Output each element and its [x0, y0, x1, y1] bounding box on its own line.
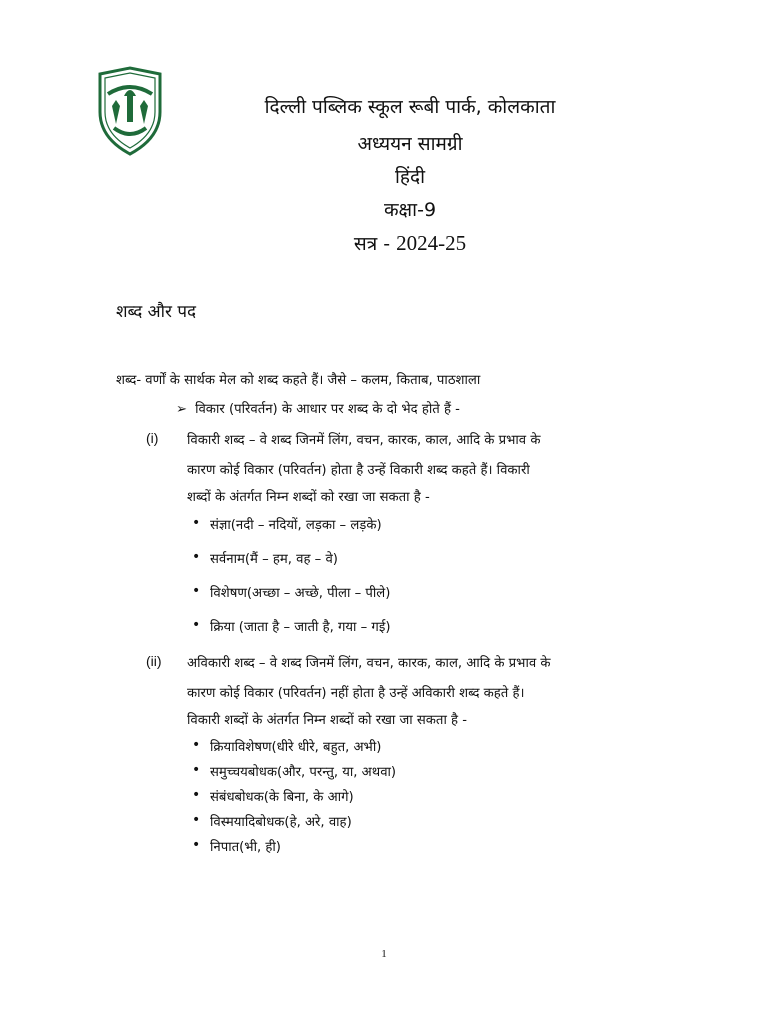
- session-label: सत्र -: [353, 233, 397, 255]
- section-1-line-1: विकारी शब्द – वे शब्द जिनमें लिंग, वचन, कारक, काल, आदि के प्रभाव के: [187, 433, 541, 448]
- list-item: • सर्वनाम(मैं – हम, वह – वे): [210, 549, 338, 567]
- school-name: दिल्ली पब्लिक स्कूल रूबी पार्क, कोलकाता: [264, 96, 556, 118]
- section-2-line-3: विकारी शब्दों के अंतर्गत निम्न शब्दों को रखा जा सकता है -: [187, 713, 467, 728]
- list-item: • विशेषण(अच्छा – अच्छे, पीला – पीले): [210, 583, 390, 601]
- school-crest-logo: [94, 66, 166, 156]
- subject-title: हिंदी: [394, 166, 426, 188]
- list-item: • विस्मयादिबोधक(हे, अरे, वाह): [210, 812, 352, 830]
- section-1-line-3: शब्दों के अंतर्गत निम्न शब्दों को रखा जा सकता है -: [187, 490, 430, 505]
- arrow-bullet-icon: ➢: [176, 402, 188, 417]
- section-2-line-2: कारण कोई विकार (परिवर्तन) नहीं होता है उन्हें अविकारी शब्द कहते हैं।: [187, 686, 525, 701]
- session-title: [200, 230, 620, 256]
- list-item: • समुच्चयबोधक(और, परन्तु, या, अथवा): [210, 762, 396, 780]
- arrow-point: [176, 399, 460, 417]
- material-title: अध्ययन सामग्री: [357, 133, 463, 155]
- list-item: • क्रिया (जाता है – जाती है, गया – गई): [210, 617, 390, 635]
- section-1-numeral: (i): [146, 430, 159, 446]
- list-item: • क्रियाविशेषण(धीरे धीरे, बहुत, अभी): [210, 737, 381, 755]
- topic-heading: शब्द और पद: [116, 302, 197, 322]
- section-2-line-1: अविकारी शब्द – वे शब्द जिनमें लिंग, वचन, कारक, काल, आदि के प्रभाव के: [187, 656, 551, 671]
- arrow-point-text: विकार (परिवर्तन) के आधार पर शब्द के दो भेद होते हैं -: [195, 402, 460, 417]
- section-2-numeral: (ii): [146, 653, 162, 669]
- list-item: • संज्ञा(नदी – नदियों, लड़का – लड़के): [210, 515, 382, 533]
- list-item: • निपात(भी, ही): [210, 837, 281, 855]
- list-item: • संबंधबोधक(के बिना, के आगे): [210, 787, 354, 805]
- intro-definition: शब्द- वर्णों के सार्थक मेल को शब्द कहते हैं। जैसे – कलम, किताब, पाठशाला: [116, 373, 481, 388]
- class-title: कक्षा-9: [383, 199, 437, 221]
- session-year: 2024-25: [396, 231, 467, 255]
- section-1-line-2: कारण कोई विकार (परिवर्तन) होता है उन्हें विकारी शब्द कहते हैं। विकारी: [187, 463, 530, 478]
- page-number: 1: [381, 948, 387, 960]
